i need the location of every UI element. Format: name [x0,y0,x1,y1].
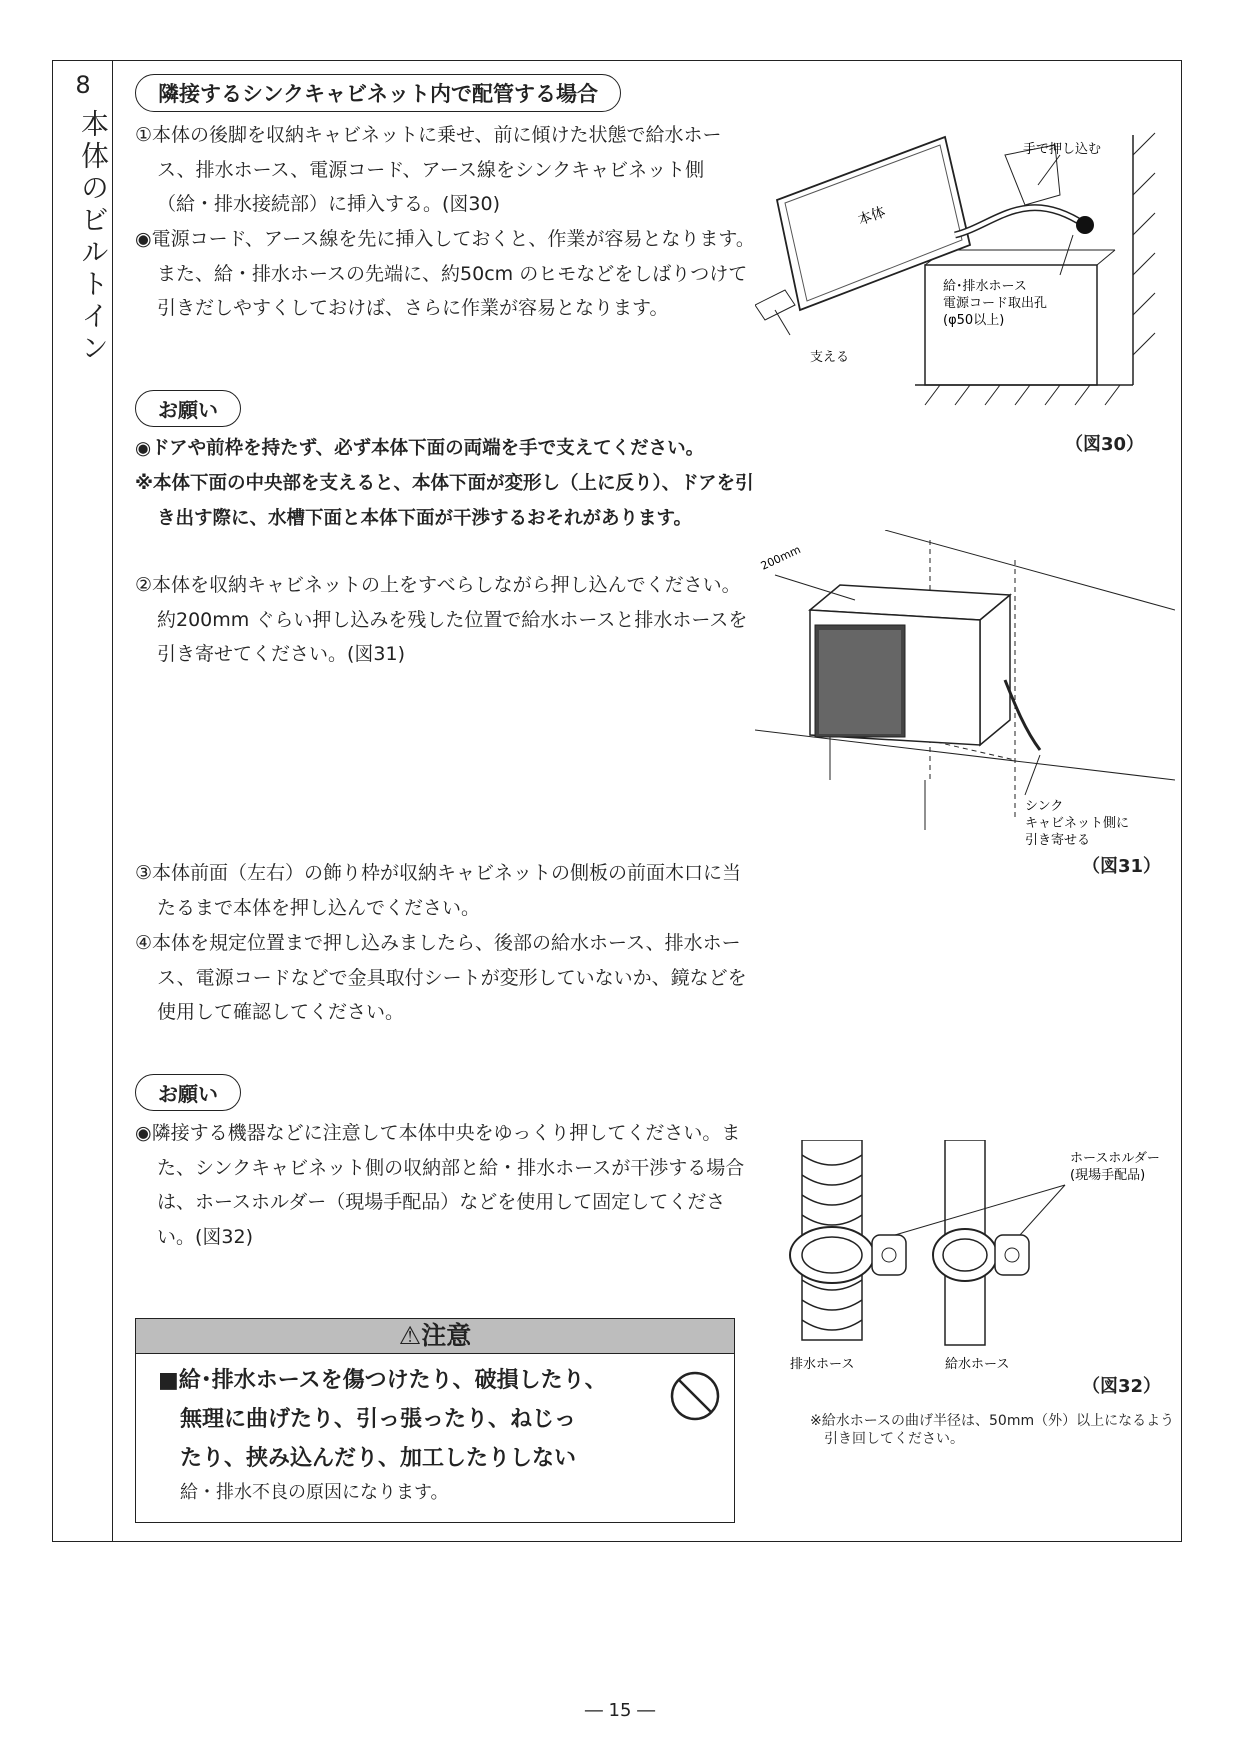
caution-line-3: たり、挟み込んだり、加工したりしない [180,1446,577,1471]
note-1: ◉電源コード、アース線を先に挿入しておくと、作業が容易となります。また、給・排水ホースの先端に、約50cm のヒモなどをしばりつけて引きだしやすくしておけば、さらに作業が容易となります。 [135,228,755,319]
fig31-label-dim: 200mm [758,543,803,573]
fig30-label-hole-1: 給･排水ホース [943,279,1027,294]
prohibition-icon [668,1369,722,1423]
fig30-label-body: 本体 [855,204,888,229]
caution-box [135,1318,735,1523]
page-number: ― 15 ― [584,1700,656,1721]
fig32-note: ※給水ホースの曲げ半径は、50mm（外）以上になるよう引き回してください。 [810,1413,1175,1447]
fig32-label-holder-1: ホースホルダー [1070,1151,1160,1166]
step-3: ③本体前面（左右）の飾り枠が収納キャビネットの側板の前面木口に当たるまで本体を押し込んでください。 [135,862,742,919]
section-title: 本体のビルトイン [77,109,110,365]
step-2: ②本体を収納キャビネットの上をすべらしながら押し込んでください。約200mm ぐらい押し込みを残した位置で給水ホースと排水ホースを引き寄せてください。(図31) [135,574,748,665]
caution-line-1: ■給･排水ホースを傷つけたり、破損したり、 [158,1368,607,1393]
request-1-title: お願い [135,390,241,427]
request-1-item-2: ※本体下面の中央部を支えると、本体下面が変形し（上に反り）、ドアを引き出す際に、水槽下面と本体下面が干渉するおそれがあります。 [135,473,754,529]
fig32-label-supply: 給水ホース [945,1357,1010,1370]
step-4: ④本体を規定位置まで押し込みましたら、後部の給水ホース、排水ホース、電源コードなどで金具取付シートが変形していないか、鏡などを使用して確認してください。 [135,932,747,1023]
figure-31 [755,530,1175,850]
figure-32 [780,1140,1180,1370]
fig32-caption: （図32） [1082,1376,1162,1397]
section-number: 8 [75,71,91,99]
caution-sub: 給・排水不良の原因になります。 [180,1482,449,1503]
figure-30 [755,115,1175,415]
fig30-label-hole-3: (φ50以上) [943,313,1005,328]
request-2-item-1: ◉隣接する機器などに注意して本体中央をゆっくり押してください。また、シンクキャビネット側の収納部と給・排水ホースが干渉する場合は、ホースホルダー（現場手配品）などを使用して固定してください。(図32) [135,1122,745,1248]
request-1-item-1: ◉ドアや前枠を持たず、必ず本体下面の両端を手で支えてください。 [135,438,705,459]
caution-title: ⚠注意 [136,1319,734,1354]
fig32-label-drain: 排水ホース [790,1357,855,1370]
fig31-label-pull-3: 引き寄せる [1025,833,1091,848]
caution-line-2: 無理に曲げたり、引っ張ったり、ねじっ [180,1407,577,1432]
fig31-caption: （図31） [1082,856,1162,877]
step-1: ①本体の後脚を収納キャビネットに乗せ、前に傾けた状態で給水ホース、排水ホース、電源コード、アース線をシンクキャビネット側（給・排水接続部）に挿入する。(図30) [135,124,722,215]
fig31-label-pull-2: キャビネット側に [1025,816,1130,831]
fig31-label-pull-1: シンク [1025,799,1064,814]
section-sidebar [53,61,113,1541]
subsection-title: 隣接するシンクキャビネット内で配管する場合 [135,74,621,112]
fig30-caption: （図30） [1065,434,1145,455]
request-2-title: お願い [135,1074,241,1111]
fig30-label-push: 手で押し込む [1023,142,1102,157]
fig32-label-holder-2: (現場手配品) [1070,1168,1146,1183]
fig30-label-hole-2: 電源コード取出孔 [943,296,1048,311]
fig30-label-support: 支える [810,350,850,365]
